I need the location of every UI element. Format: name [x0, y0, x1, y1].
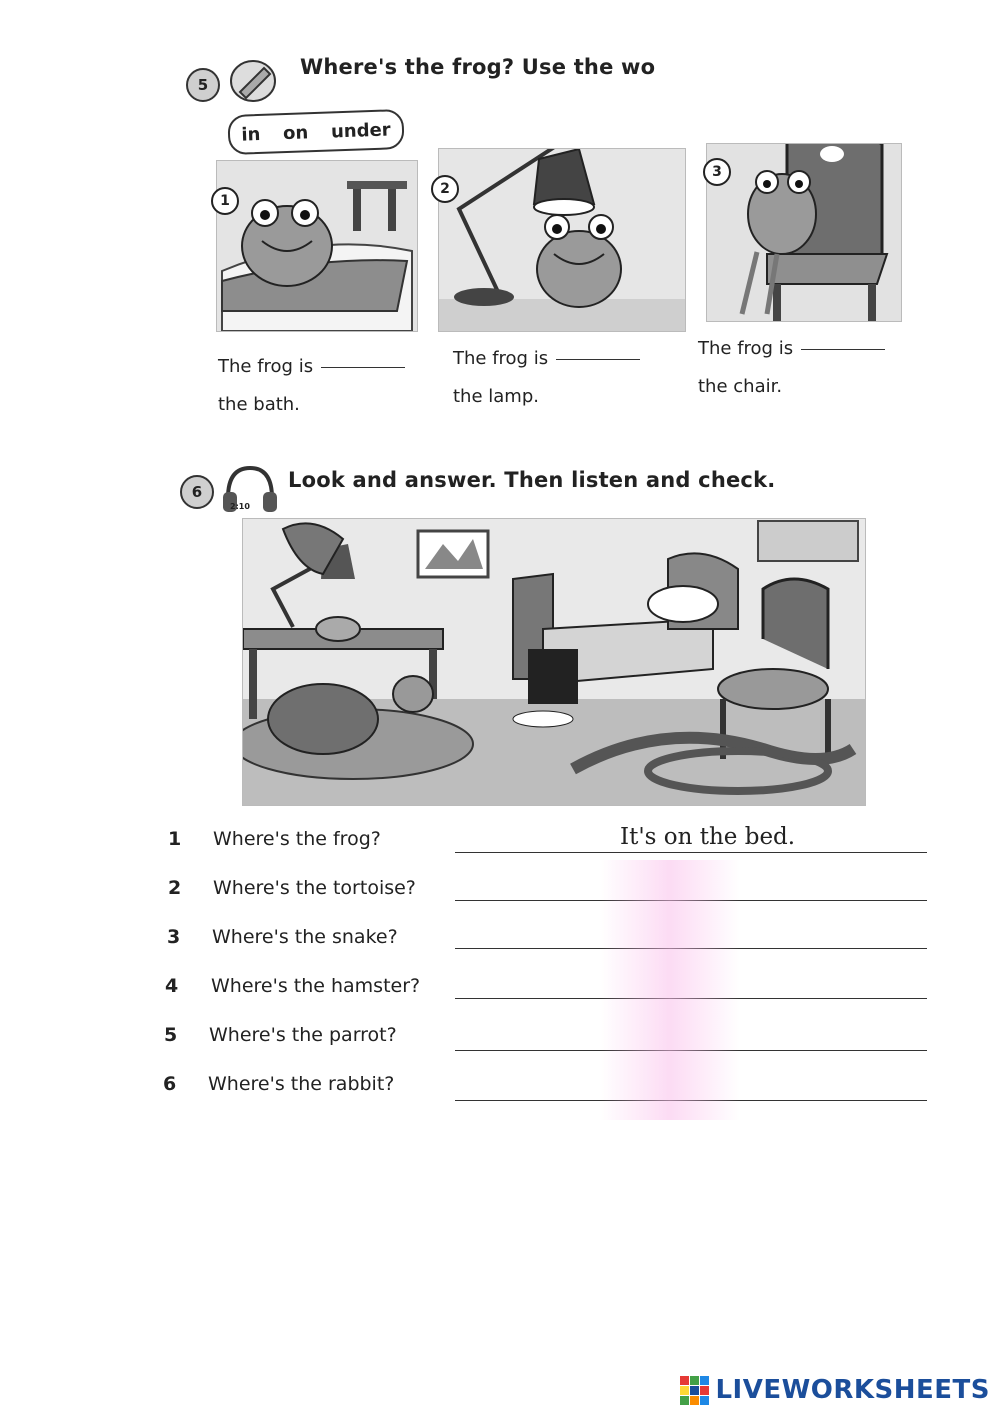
headphones-icon[interactable]: [220, 462, 280, 522]
picture-2-number: 2: [431, 175, 459, 203]
blank-3[interactable]: [801, 349, 885, 350]
answer-1: It's on the bed.: [620, 824, 796, 850]
pencil-icon: [228, 58, 278, 108]
logo-grid-icon: [680, 1376, 709, 1405]
track-number: 2:10: [230, 502, 250, 511]
word-in: in: [241, 123, 261, 146]
exercise-6-heading: Look and answer. Then listen and check.: [288, 468, 776, 492]
word-under: under: [330, 118, 391, 142]
caption-2: [453, 340, 640, 416]
question-6-number: 6: [163, 1073, 177, 1095]
question-5-number: 5: [164, 1024, 178, 1046]
question-5-text: Where's the parrot?: [209, 1024, 397, 1046]
caption-3-before: The frog is: [698, 338, 794, 359]
caption-1-after: the bath.: [218, 394, 300, 415]
question-3-text: Where's the snake?: [212, 926, 398, 948]
question-1-number: 1: [168, 828, 182, 850]
caption-3-after: the chair.: [698, 376, 783, 397]
room-scene-image: [242, 518, 866, 806]
brand-text: LIVEWORKSHEETS: [715, 1375, 990, 1405]
question-6-text: Where's the rabbit?: [208, 1073, 395, 1095]
picture-frog-chair: [706, 143, 902, 322]
caption-3: [698, 330, 885, 406]
answer-line-1[interactable]: [455, 852, 927, 853]
liveworksheets-logo: [680, 1375, 990, 1405]
blank-1[interactable]: [321, 367, 405, 368]
picture-frog-lamp: [438, 148, 686, 332]
blank-2[interactable]: [556, 359, 640, 360]
picture-3-number: 3: [703, 158, 731, 186]
exercise-5-number: 5: [186, 68, 220, 102]
picture-frog-bath: [216, 160, 418, 332]
question-3-number: 3: [167, 926, 181, 948]
exercise-6-number: 6: [180, 475, 214, 509]
caption-2-after: the lamp.: [453, 386, 539, 407]
caption-1: [218, 348, 405, 424]
word-on: on: [282, 121, 309, 144]
question-2-number: 2: [168, 877, 182, 899]
caption-2-before: The frog is: [453, 348, 549, 369]
question-2-text: Where's the tortoise?: [213, 877, 416, 899]
question-4-text: Where's the hamster?: [211, 975, 421, 997]
picture-1-number: 1: [211, 187, 239, 215]
word-box: [227, 109, 404, 155]
exercise-5-heading: Where's the frog? Use the wo: [300, 55, 656, 79]
highlight-smudge: [600, 860, 740, 1120]
question-4-number: 4: [165, 975, 179, 997]
caption-1-before: The frog is: [218, 356, 314, 377]
question-1-text: Where's the frog?: [213, 828, 381, 850]
